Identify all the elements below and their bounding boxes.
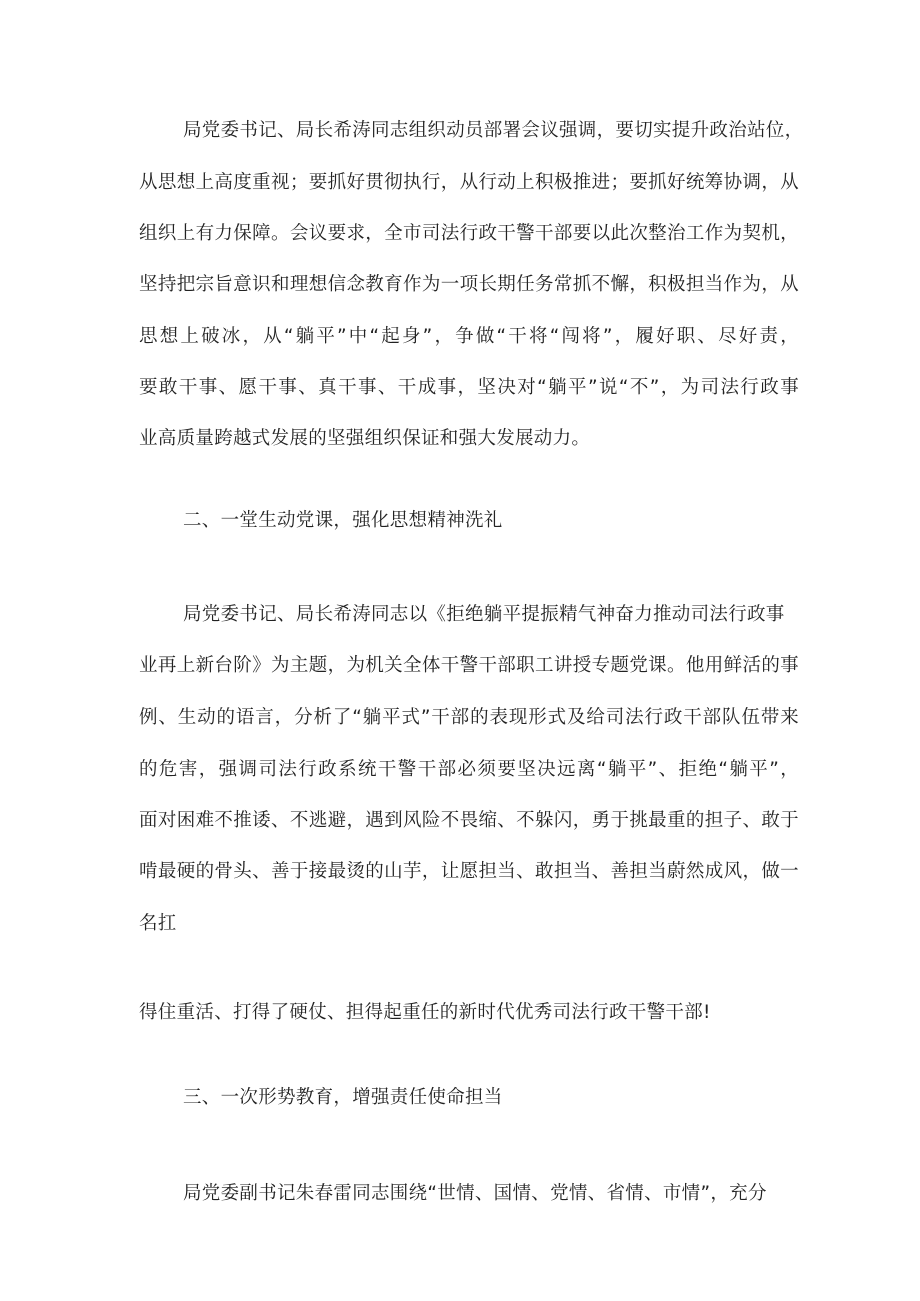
- section-heading: 三、一次形势教育，增强责任使命担当: [183, 1087, 503, 1108]
- paragraph-line: 局党委书记、局长希涛同志以《拒绝躺平提振精气神奋力推动司法行政事: [183, 604, 785, 625]
- paragraph-line: 名扛: [139, 913, 177, 934]
- paragraph-line: 思想上破冰，从“躺平”中“起身”，争做“干将“闯将”，履好职、尽好责，: [139, 326, 799, 347]
- paragraph-line: 从思想上高度重视；要抓好贯彻执行，从行动上积极推进；要抓好统筹协调，从: [139, 172, 799, 193]
- paragraph-line: 局党委副书记朱春雷同志围绕“世情、国情、党情、省情、市情”，充分: [183, 1183, 767, 1204]
- paragraph-line: 组织上有力保障。会议要求，全市司法行政干警干部要以此次整治工作为契机，: [139, 223, 799, 244]
- paragraph-line: 的危害，强调司法行政系统干警干部必须要坚决远离“躺平”、拒绝“躺平”，: [139, 759, 799, 780]
- paragraph-line: 例、生动的语言，分析了“躺平式”干部的表现形式及给司法行政干部队伍带来: [139, 707, 799, 728]
- paragraph-line: 局党委书记、局长希涛同志组织动员部署会议强调，要切实提升政治站位，: [183, 120, 804, 141]
- paragraph-line: 业高质量跨越式发展的坚强组织保证和强大发展动力。: [139, 428, 591, 449]
- paragraph-line: 坚持把宗旨意识和理想信念教育作为一项长期任务常抓不懈，积极担当作为，从: [139, 274, 799, 295]
- paragraph-line: 面对困难不推诿、不逃避，遇到风险不畏缩、不躲闪，勇于挑最重的担子、敢于: [139, 810, 799, 831]
- paragraph-line: 业再上新台阶》为主题，为机关全体干警干部职工讲授专题党课。他用鲜活的事: [139, 655, 799, 676]
- paragraph-line: 得住重活、打得了硬仗、担得起重任的新时代优秀司法行政干警干部!: [139, 1002, 711, 1023]
- section-heading: 二、一堂生动党课，强化思想精神洗礼: [183, 510, 503, 531]
- paragraph-line: 啃最硬的骨头、善于接最烫的山芋，让愿担当、敢担当、善担当蔚然成风，做一: [139, 861, 799, 882]
- paragraph-line: 要敢干事、愿干事、真干事、干成事，坚决对“躺平”说“不”，为司法行政事: [139, 377, 799, 398]
